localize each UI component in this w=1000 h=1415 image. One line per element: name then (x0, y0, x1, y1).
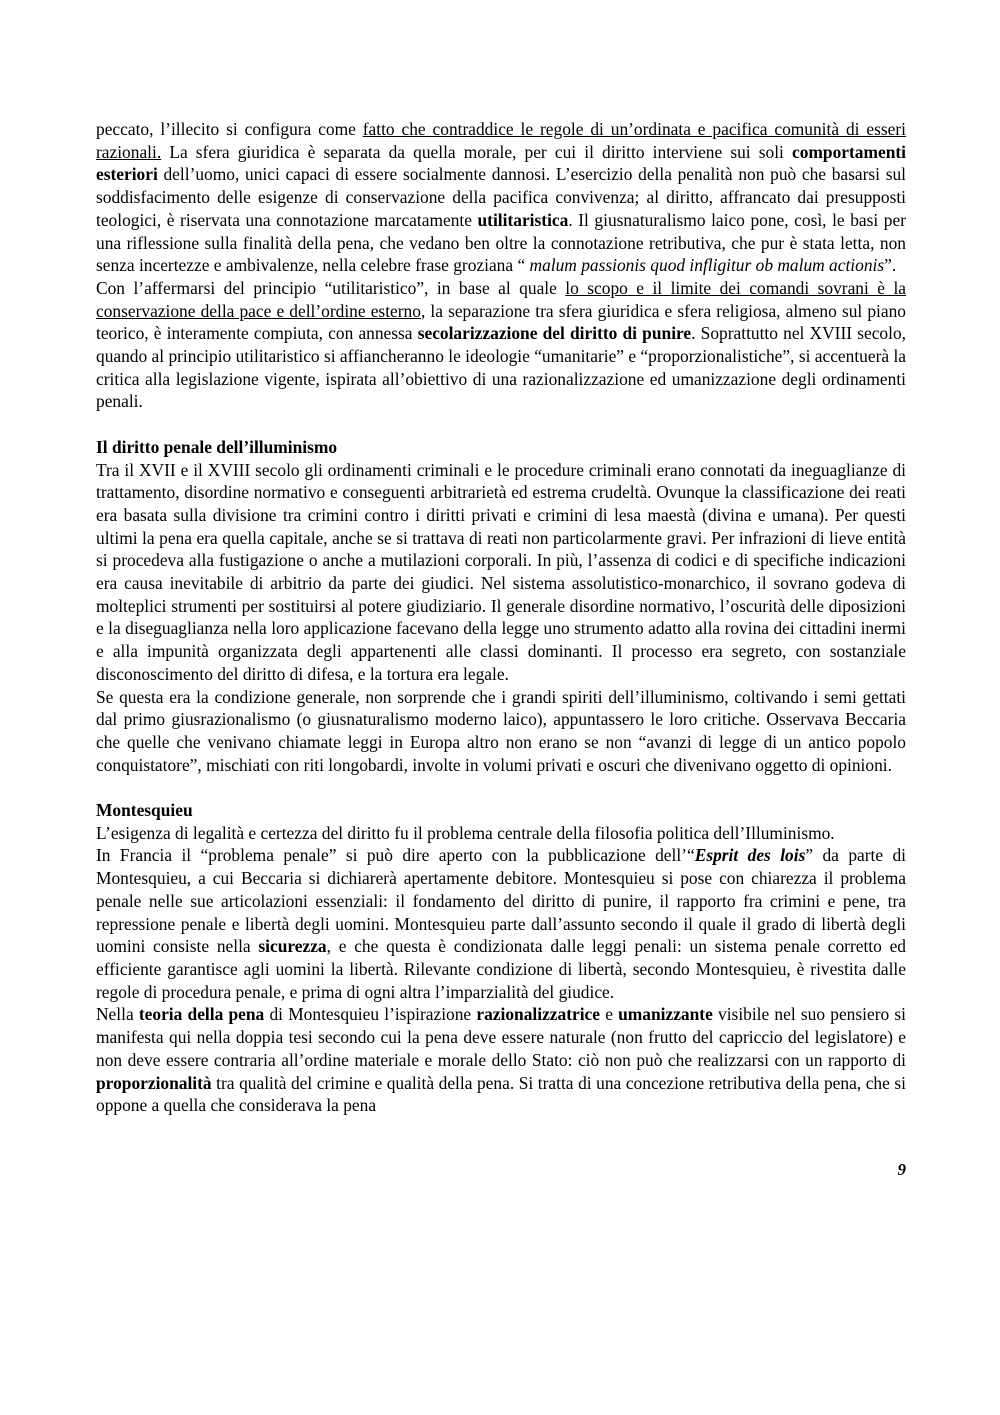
bold-term: comportamenti esteriori (96, 141, 906, 185)
bold-term: umanizzante (618, 1004, 713, 1025)
text-run: La sfera giuridica è separata da quella morale, per cui il diritto interviene sui soli (161, 141, 793, 162)
underlined-text: lo scopo e il limite dei comandi sovrani è la conservazione della pace e dell’ordine esterno (96, 277, 906, 321)
paragraph-gap (96, 413, 906, 436)
text-run: , la separazione tra sfera giuridica e sfera religiosa, almeno sul piano teorico, è interamente compiuta, con annessa (96, 300, 906, 344)
text-run: In Francia il “problema penale” si può dire aperto con la pubblicazione dell’“ (96, 845, 695, 866)
text-run: visibile nel suo pensiero si manifesta qui nella doppia tesi secondo cui la pena deve essere naturale (non frutto del capriccio del legislatore) e non deve essere contraria all’ordine materiale e morale dello Stato: ciò non può che realizzarsi con un rapporto di (96, 1004, 906, 1070)
text-run: Con l’affermarsi del principio “utilitaristico”, in base al quale (96, 277, 566, 298)
paragraph-esprit-des-lois (96, 844, 906, 1003)
paragraph-secular-natural-law (96, 118, 906, 277)
text-run: di Montesquieu l’ispirazione (264, 1004, 477, 1025)
book-title: Esprit des lois (694, 845, 806, 866)
bold-term: sicurezza (258, 936, 327, 957)
text-run: . Il giusnaturalismo laico pone, così, le basi per una riflessione sulla finalità della pena, che vedano ben oltre la connotazione retributiva, che pur è stata letta, non senza incertezze e ambivalenze, nella celebre frase groziana “ (96, 209, 906, 276)
text-run: ” da parte di Montesquieu, a cui Beccaria si dichiarerà apertamente debitore. Montesquieu si pose con chiarezza il problema penale nelle sue articolazioni essenziali: il fondamento del diritto di punire, il rapporto fra crimini e pene, tra repressione penale e libertà degli uomini. Montesquieu parte dall’assunto secondo il quale il grado di libertà degli uomini consiste nella (96, 845, 907, 957)
text-run: e (599, 1004, 619, 1025)
paragraph-gap (96, 776, 906, 799)
bold-term: razionalizzatrice (476, 1004, 600, 1025)
bold-term: teoria della pena (138, 1004, 265, 1025)
text-run: . Soprattutto nel XVIII secolo, quando al principio utilitaristico si affiancheranno le ideologie “umanitarie” e “proporzionalistiche”, si accentuerà la critica alla legislazione vigente, ispirata all’obiettivo di una razionalizzazione ed umanizzazione degli ordinamenti penali. (96, 323, 906, 412)
underlined-text: fatto che contraddice le regole di un’ordinata e pacifica comunità di esseri razionali. (96, 119, 906, 162)
text-run: Nella (96, 1004, 139, 1025)
paragraph-theory-of-punishment (96, 1003, 906, 1117)
page-body (96, 118, 906, 1117)
paragraph-utilitarian-principle (96, 277, 906, 413)
text-run: peccato, l’illecito si configura come (96, 119, 363, 139)
page-number: 9 (897, 1160, 906, 1179)
text-run: ”. (884, 255, 897, 276)
paragraph-legality: L’esigenza di legalità e certezza del diritto fu il problema centrale della filosofia politica dell’Illuminismo. (96, 822, 835, 843)
text-run: dell’uomo, unici capaci di essere socialmente dannosi. L’esercizio della penalità non può che basarsi sul soddisfacimento delle esigenze di conservazione della pacifica convivenza; al diritto, affrancato dai presupposti teologici, è riservata una connotazione marcatamente (96, 164, 906, 230)
paragraph-beccaria: Se questa era la condizione generale, non sorprende che i grandi spiriti dell’illuminismo, coltivando i semi gettati dal primo giusrazionalismo (o giusnaturalismo moderno laico), appuntassero le loro critiche. Osservava Beccaria che quelle che venivano chiamate leggi in Europa altro non erano se non “avanzi di legge di un antico popolo conquistatore”, mischiati con riti longobardi, involte in volumi privati e oscuri che divenivano oggetto di opinioni. (96, 686, 906, 775)
bold-term: secolarizzazione del diritto di punire (417, 323, 692, 344)
section-heading-enlightenment: Il diritto penale dell’illuminismo (96, 436, 338, 457)
bold-term: proporzionalità (96, 1072, 212, 1093)
latin-quote: malum passionis quod infligitur ob malum actionis (529, 255, 885, 276)
text-run: , e che questa è condizionata dalle leggi penali: un sistema penale corretto ed efficiente garantisce agli uomini la libertà. Rilevante condizione di libertà, secondo Montesquieu, è rivestita dalle regole di procedura penale, e prima di ogni altra l’imparzialità del giudice. (96, 936, 906, 1002)
section-heading-montesquieu: Montesquieu (96, 800, 193, 821)
text-run: tra qualità del crimine e qualità della pena. Si tratta di una concezione retributiva della pena, che si oppone a quella che considerava la pena (96, 1072, 906, 1116)
paragraph-criminal-systems: Tra il XVII e il XVIII secolo gli ordinamenti criminali e le procedure criminali erano connotati da ineguaglianze di trattamento, disordine normativo e conseguenti arbitrarietà ed estrema crudeltà. Ovunque la classificazione dei reati era basata sulla divisione tra crimini contro i diritti privati e crimini di lesa maestà (divina e umana). Per questi ultimi la pena era quella capitale, anche se si trattava di reati non particolarmente gravi. Per infrazioni di lieve entità si procedeva alla fustigazione o anche a mutilazioni corporali. In più, l’assenza di codici e di specifiche indicazioni era causa inevitabile di arbitrio da parte dei giudici. Nel sistema assolutistico-monarchico, il sovrano godeva di molteplici strumenti per sostituirsi al potere giudiziario. Il generale disordine normativo, l’oscurità delle diposizioni e la diseguaglianza nella loro applicazione facevano della legge uno strumento adatto alla rovina dei cittadini inermi e alla impunità organizzata degli appartenenti alle classi dominanti. Il processo era segreto, con sostanziale disconoscimento del diritto di difesa, e la tortura era legale. (96, 459, 906, 684)
bold-term: utilitaristica (477, 209, 569, 230)
